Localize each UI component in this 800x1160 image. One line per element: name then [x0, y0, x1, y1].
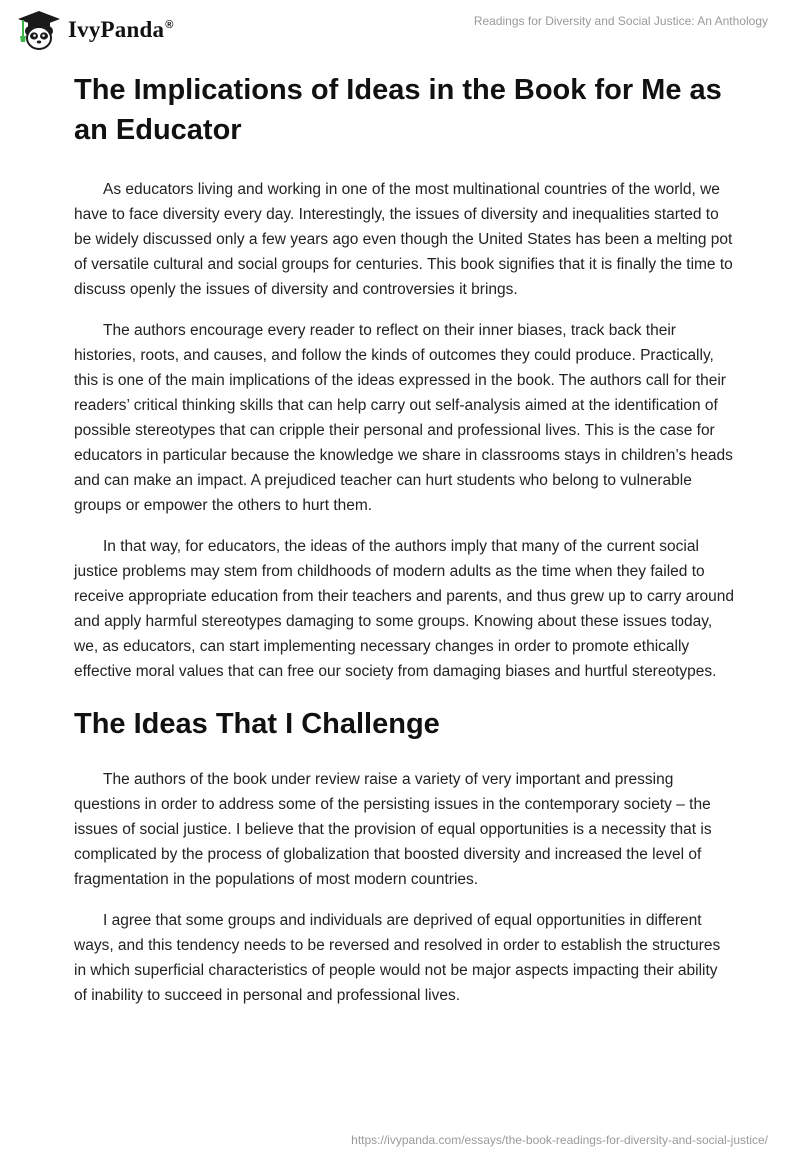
paragraph: The authors of the book under review raise a variety of very important and pressing questions in order to address some of the persisting issues in the contemporary society – the issues of social justice. I believe that the provision of equal opportunities is a necessity that is complicated by the process of globalization that boosted diversity and increased the level of fragmentation in the populations of most modern countries.	[74, 771, 712, 888]
page-header	[0, 0, 800, 60]
paragraph: As educators living and working in one of the most multinational countries of the world, we have to face diversity every day. Interestingly, the issues of diversity and inequalities started to be widely discussed only a few years ago even though the United States has been a melting pot of versatile cultural and social groups for centuries. This book signifies that it is finally the time to discuss openly the issues of diversity and controversies it brings.	[74, 181, 733, 298]
section-heading-implications: The Implications of Ideas in the Book for Me as an Educator	[74, 74, 722, 146]
brand-logo[interactable]	[16, 9, 174, 51]
paragraph: The authors encourage every reader to reflect on their inner biases, track back their histories, roots, and causes, and follow the kinds of outcomes they could produce. Practically, this is one of the main implications of the ideas expressed in the book. The authors call for their readers’ critical thinking skills that can help carry out self-analysis aimed at the identification of possible stereotypes that can cripple their personal and professional lives. This is the case for educators in particular because the knowledge we share in classrooms stays in children’s heads and can make an impact. A prejudiced teacher can hurt students who belong to vulnerable groups or empower the others to hurt them.	[74, 322, 733, 514]
paragraph: In that way, for educators, the ideas of the authors imply that many of the current social justice problems may stem from childhoods of modern adults as the time when they failed to receive appropriate education from their teachers and parents, and thus grew up to carry around and apply harmful stereotypes damaging to some groups. Knowing about these issues today, we, as educators, can start implementing necessary changes in order to promote ethically effective moral values that can free our society from damaging biases and hurtful stereotypes.	[74, 538, 734, 680]
source-url-link[interactable]: https://ivypanda.com/essays/the-book-readings-for-diversity-and-social-justice/	[351, 1133, 768, 1147]
paragraph: I agree that some groups and individuals are deprived of equal opportunities in different ways, and this tendency needs to be reversed and resolved in order to establish the structures in which superficial characteristics of people would not be major aspects impacting their ability of inability to succeed in personal and professional lives.	[74, 912, 721, 1004]
article-content	[74, 70, 734, 1008]
brand-registered-mark: ®	[165, 19, 174, 32]
document-title: Readings for Diversity and Social Justice: An Anthology	[473, 14, 768, 28]
brand-name-text: IvyPanda	[68, 17, 165, 42]
brand-name	[68, 17, 174, 43]
section-heading-challenge: The Ideas That I Challenge	[74, 708, 440, 740]
panda-logo-icon	[16, 9, 62, 51]
